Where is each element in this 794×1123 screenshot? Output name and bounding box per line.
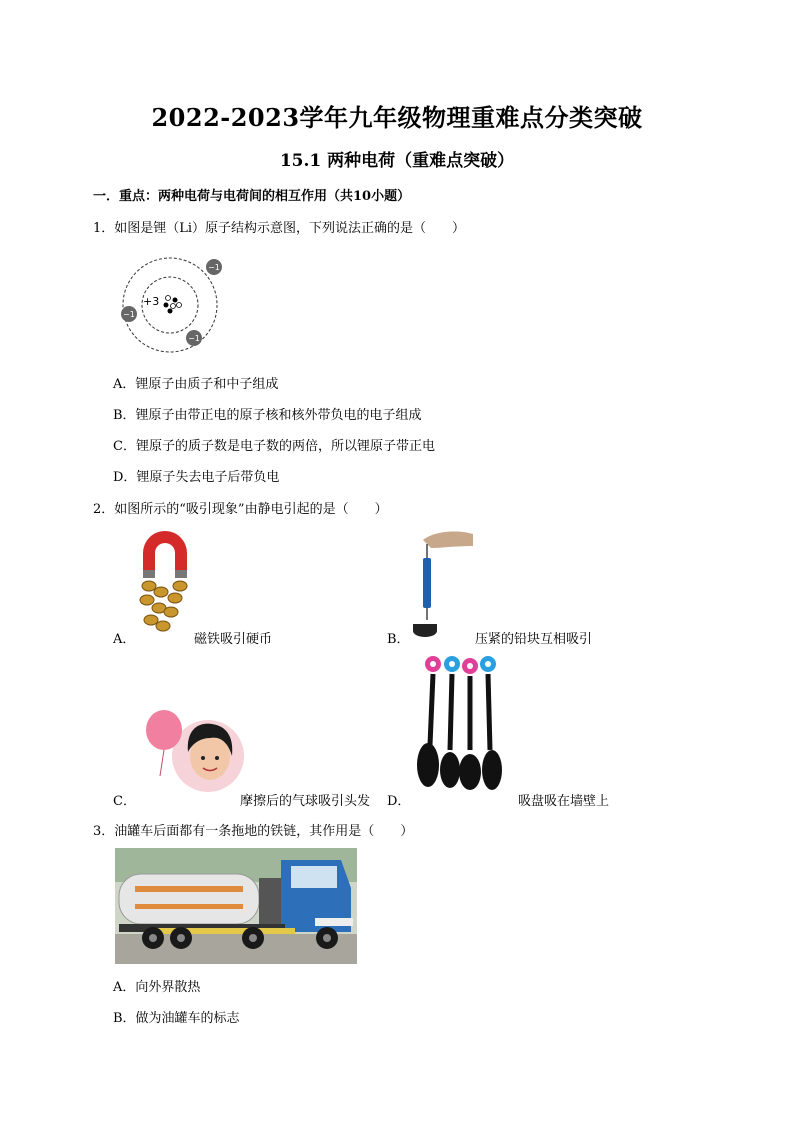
q2-option-c-letter: C． <box>113 794 136 809</box>
tanker-truck-image <box>115 848 357 964</box>
q2-option-b-caption: 压紧的铅块互相吸引 <box>475 632 593 647</box>
balloon-hair-image <box>140 706 245 801</box>
q1-option-a: A．锂原子由质子和中子组成 <box>113 377 279 392</box>
lithium-atom-diagram <box>110 250 240 360</box>
q1-option-d: D．锂原子失去电子后带负电 <box>113 470 280 485</box>
svg-text:−1: −1 <box>188 334 200 343</box>
q2-option-a-caption: 磁铁吸引硬币 <box>194 632 273 647</box>
question-1-stem: 1．如图是锂（Li）原子结构示意图，下列说法正确的是（ ） <box>93 221 466 236</box>
question-3-stem: 3．油罐车后面都有一条拖地的铁链，其作用是（ ） <box>93 824 414 839</box>
nucleus <box>164 296 182 314</box>
q2-option-a-letter: A． <box>113 632 136 647</box>
magnet-coins-image <box>135 528 195 638</box>
lesson-subtitle: 15.1 两种电荷（重难点突破） <box>279 151 515 171</box>
q2-option-b-letter: B． <box>387 632 410 647</box>
q2-option-d-caption: 吸盘吸在墙壁上 <box>518 794 610 809</box>
q2-option-c-caption: 摩擦后的气球吸引头发 <box>240 794 371 809</box>
suction-cup-hooks <box>425 656 496 674</box>
q3-option-b: B．做为油罐车的标志 <box>113 1011 240 1026</box>
electron-3 <box>186 330 202 346</box>
electron-2 <box>121 306 137 322</box>
nucleus-charge-label: +3 <box>143 295 160 308</box>
suction-cups-image <box>408 650 518 800</box>
section-heading: 一．重点：两种电荷与电荷间的相互作用（共10小题） <box>93 189 411 204</box>
lead-blocks-image <box>405 528 475 640</box>
document-title: 2022-2023学年九年级物理重难点分类突破 <box>151 103 643 132</box>
q2-option-d-letter: D． <box>387 794 411 809</box>
svg-text:−1: −1 <box>123 310 135 319</box>
q1-option-c: C．锂原子的质子数是电子数的两倍，所以锂原子带正电 <box>113 439 435 454</box>
q3-option-a: A．向外界散热 <box>113 980 201 995</box>
svg-text:−1: −1 <box>208 263 220 272</box>
question-2-stem: 2．如图所示的“吸引现象”由静电引起的是（ ） <box>93 502 388 517</box>
electron-1 <box>206 259 222 275</box>
q1-option-b: B．锂原子由带正电的原子核和核外带负电的电子组成 <box>113 408 422 423</box>
